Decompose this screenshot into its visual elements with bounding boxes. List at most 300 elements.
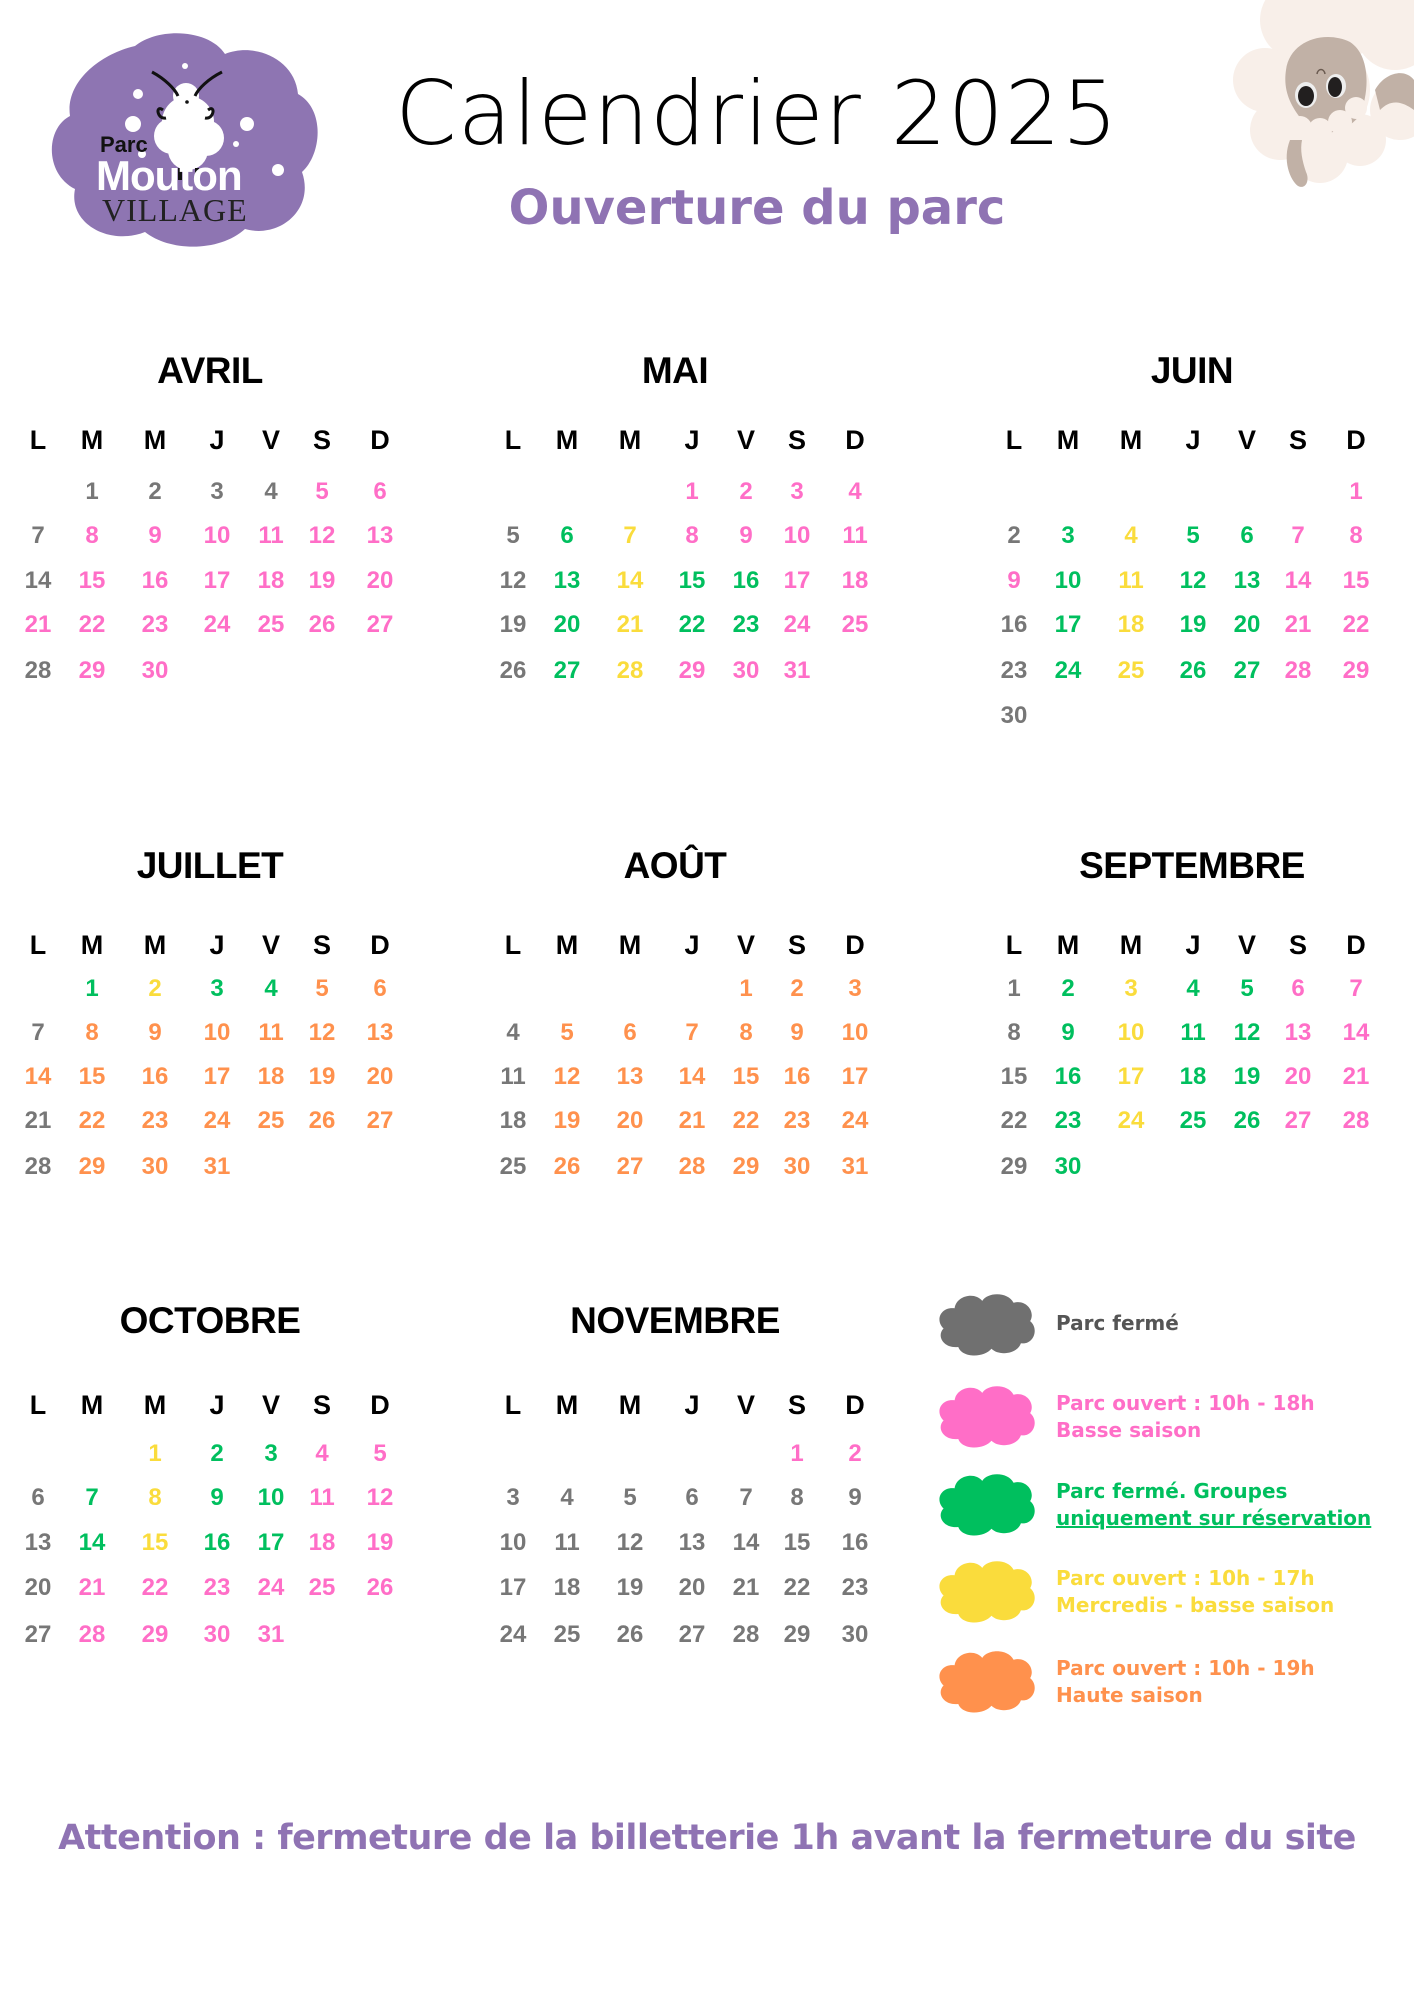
day-cell: 23 — [732, 611, 760, 638]
weekday-header: V — [261, 930, 280, 960]
day-cell: 9 — [1007, 567, 1021, 594]
day-cell: 20 — [553, 611, 581, 638]
cloud-icon — [930, 1555, 1040, 1625]
day-cell: 18 — [841, 567, 869, 594]
weekday-header: S — [787, 425, 806, 455]
day-cell: 13 — [678, 1529, 706, 1556]
month-title: JUILLET — [136, 845, 284, 886]
day-cell: 6 — [373, 478, 387, 505]
logo-text-village: VILLAGE — [102, 192, 248, 228]
day-cell: 24 — [257, 1574, 285, 1601]
day-cell: 6 — [623, 1019, 637, 1046]
day-cell: 15 — [732, 1063, 760, 1090]
day-cell: 5 — [506, 522, 520, 549]
legend-sublabel: Haute saison — [1056, 1683, 1203, 1707]
day-cell: 30 — [141, 1153, 169, 1180]
day-cell: 20 — [678, 1574, 706, 1601]
day-cell: 16 — [841, 1529, 869, 1556]
day-cell: 1 — [739, 975, 753, 1002]
weekday-header: S — [787, 930, 806, 960]
day-cell: 1 — [85, 975, 99, 1002]
weekday-header: J — [209, 1390, 225, 1420]
legend-label: Parc fermé — [1056, 1311, 1179, 1335]
weekday-header: M — [143, 930, 167, 960]
weekday-header: J — [1185, 425, 1201, 455]
day-cell: 16 — [141, 1063, 169, 1090]
weekday-header: M — [618, 930, 642, 960]
weekday-header: J — [209, 930, 225, 960]
day-cell: 30 — [1054, 1153, 1082, 1180]
day-cell: 12 — [616, 1529, 644, 1556]
day-cell: 28 — [1342, 1107, 1370, 1134]
day-cell: 22 — [1342, 611, 1370, 638]
legend-item-green — [930, 1468, 1410, 1548]
weekday-header: J — [209, 425, 225, 455]
day-cell: 31 — [783, 657, 811, 684]
day-cell: 26 — [366, 1574, 394, 1601]
day-cell: 9 — [790, 1019, 804, 1046]
day-cell: 30 — [1000, 702, 1028, 729]
day-cell: 29 — [678, 657, 706, 684]
day-cell: 21 — [616, 611, 644, 638]
day-cell: 27 — [366, 611, 394, 638]
legend-sublabel: Basse saison — [1056, 1418, 1202, 1442]
ticket-office-notice: Attention : fermeture de la billetterie 1h avant la fermeture du site — [58, 1818, 1356, 1858]
day-cell: 27 — [553, 657, 581, 684]
day-cell: 3 — [210, 975, 224, 1002]
day-cell: 20 — [24, 1574, 52, 1601]
day-cell: 21 — [78, 1574, 106, 1601]
weekday-header: M — [555, 425, 579, 455]
day-cell: 8 — [1007, 1019, 1021, 1046]
weekday-header: S — [312, 1390, 331, 1420]
day-cell: 25 — [308, 1574, 336, 1601]
day-cell: 10 — [203, 1019, 231, 1046]
day-cell: 23 — [841, 1574, 869, 1601]
day-cell: 2 — [148, 975, 162, 1002]
weekday-header: M — [555, 930, 579, 960]
day-cell: 14 — [678, 1063, 706, 1090]
month-title: JUIN — [1150, 350, 1234, 391]
day-cell: 10 — [257, 1484, 285, 1511]
day-cell: 26 — [308, 1107, 336, 1134]
day-cell: 11 — [554, 1529, 580, 1556]
day-cell: 31 — [257, 1621, 285, 1648]
day-cell: 5 — [315, 975, 329, 1002]
month-title: MAI — [641, 350, 709, 391]
day-cell: 12 — [366, 1484, 394, 1511]
day-cell: 16 — [783, 1063, 811, 1090]
day-cell: 30 — [203, 1621, 231, 1648]
weekday-header: V — [736, 1390, 755, 1420]
day-cell: 24 — [499, 1621, 527, 1648]
day-cell: 17 — [499, 1574, 527, 1601]
day-cell: 19 — [616, 1574, 644, 1601]
day-cell: 22 — [732, 1107, 760, 1134]
day-cell: 7 — [31, 522, 45, 549]
day-cell: 28 — [616, 657, 644, 684]
day-cell: 26 — [553, 1153, 581, 1180]
day-cell: 12 — [308, 1019, 336, 1046]
page-subtitle: Ouverture du parc — [508, 180, 1006, 236]
day-cell: 13 — [1284, 1019, 1312, 1046]
legend-label: Parc ouvert : 10h - 19h — [1056, 1656, 1315, 1680]
weekday-header: V — [261, 1390, 280, 1420]
day-cell: 11 — [258, 1019, 284, 1046]
day-cell: 18 — [1179, 1063, 1207, 1090]
day-cell: 15 — [1342, 567, 1370, 594]
day-cell: 20 — [1233, 611, 1261, 638]
day-cell: 29 — [78, 1153, 106, 1180]
day-cell: 23 — [1000, 657, 1028, 684]
day-cell: 8 — [739, 1019, 753, 1046]
legend-item-pink — [930, 1380, 1410, 1460]
day-cell: 4 — [560, 1484, 574, 1511]
day-cell: 2 — [739, 478, 753, 505]
day-cell: 11 — [1180, 1019, 1206, 1046]
day-cell: 9 — [848, 1484, 862, 1511]
day-cell: 4 — [1186, 975, 1200, 1002]
day-cell: 7 — [85, 1484, 99, 1511]
day-cell: 8 — [85, 1019, 99, 1046]
day-cell: 22 — [78, 1107, 106, 1134]
day-cell: 12 — [1179, 567, 1207, 594]
day-cell: 16 — [732, 567, 760, 594]
day-cell: 31 — [203, 1153, 231, 1180]
day-cell: 17 — [841, 1063, 869, 1090]
day-cell: 22 — [678, 611, 706, 638]
day-cell: 6 — [1291, 975, 1305, 1002]
day-cell: 5 — [1240, 975, 1254, 1002]
day-cell: 11 — [258, 522, 284, 549]
day-cell: 6 — [373, 975, 387, 1002]
day-cell: 25 — [257, 611, 285, 638]
day-cell: 1 — [85, 478, 99, 505]
page-title: Calendrier 2025 — [395, 62, 1119, 165]
day-cell: 27 — [366, 1107, 394, 1134]
day-cell: 28 — [678, 1153, 706, 1180]
day-cell: 29 — [783, 1621, 811, 1648]
day-cell: 3 — [790, 478, 804, 505]
day-cell: 15 — [678, 567, 706, 594]
day-cell: 27 — [616, 1153, 644, 1180]
weekday-header: L — [504, 425, 522, 455]
day-cell: 24 — [203, 611, 231, 638]
day-cell: 16 — [1000, 611, 1028, 638]
day-cell: 14 — [78, 1529, 106, 1556]
day-cell: 26 — [1233, 1107, 1261, 1134]
day-cell: 9 — [148, 1019, 162, 1046]
day-cell: 19 — [499, 611, 527, 638]
day-cell: 5 — [560, 1019, 574, 1046]
weekday-header: L — [1005, 425, 1023, 455]
month-title: OCTOBRE — [119, 1300, 301, 1341]
day-cell: 28 — [24, 657, 52, 684]
day-cell: 23 — [141, 611, 169, 638]
day-cell: 25 — [499, 1153, 527, 1180]
day-cell: 25 — [257, 1107, 285, 1134]
day-cell: 20 — [616, 1107, 644, 1134]
day-cell: 26 — [308, 611, 336, 638]
legend-item-orange — [930, 1645, 1410, 1725]
legend-item-grey — [930, 1288, 1410, 1368]
day-cell: 30 — [841, 1621, 869, 1648]
day-cell: 16 — [1054, 1063, 1082, 1090]
day-cell: 10 — [1117, 1019, 1145, 1046]
day-cell: 13 — [366, 1019, 394, 1046]
day-cell: 11 — [1118, 567, 1144, 594]
day-cell: 22 — [1000, 1107, 1028, 1134]
legend-label: Parc ouvert : 10h - 17h — [1056, 1566, 1315, 1590]
day-cell: 18 — [1117, 611, 1145, 638]
day-cell: 4 — [848, 478, 862, 505]
day-cell: 11 — [842, 522, 868, 549]
cloud-icon — [930, 1645, 1040, 1715]
day-cell: 13 — [553, 567, 581, 594]
day-cell: 18 — [553, 1574, 581, 1601]
weekday-header: V — [1237, 930, 1256, 960]
day-cell: 2 — [790, 975, 804, 1002]
day-cell: 27 — [1284, 1107, 1312, 1134]
day-cell: 4 — [315, 1440, 329, 1467]
weekday-header: L — [29, 425, 47, 455]
day-cell: 18 — [499, 1107, 527, 1134]
day-cell: 26 — [499, 657, 527, 684]
day-cell: 23 — [141, 1107, 169, 1134]
day-cell: 30 — [141, 657, 169, 684]
day-cell: 17 — [257, 1529, 285, 1556]
weekday-header: V — [1237, 425, 1256, 455]
day-cell: 29 — [78, 657, 106, 684]
weekday-header: D — [845, 1390, 865, 1420]
legend-item-yellow — [930, 1555, 1410, 1635]
day-cell: 30 — [783, 1153, 811, 1180]
day-cell: 6 — [560, 522, 574, 549]
day-cell: 19 — [1179, 611, 1207, 638]
day-cell: 11 — [309, 1484, 335, 1511]
weekday-header: M — [143, 1390, 167, 1420]
day-cell: 3 — [1124, 975, 1138, 1002]
weekday-header: V — [736, 930, 755, 960]
day-cell: 5 — [315, 478, 329, 505]
weekday-header: M — [80, 930, 104, 960]
weekday-header: M — [143, 425, 167, 455]
day-cell: 6 — [685, 1484, 699, 1511]
month-title: AVRIL — [157, 350, 263, 391]
day-cell: 19 — [553, 1107, 581, 1134]
day-cell: 14 — [616, 567, 644, 594]
day-cell: 7 — [31, 1019, 45, 1046]
weekday-header: D — [845, 425, 865, 455]
weekday-header: M — [1119, 425, 1143, 455]
logo-text-mouton: Mouton — [96, 152, 242, 199]
day-cell: 3 — [264, 1440, 278, 1467]
weekday-header: D — [370, 425, 390, 455]
day-cell: 18 — [257, 567, 285, 594]
weekday-header: M — [1056, 425, 1080, 455]
weekday-header: J — [684, 1390, 700, 1420]
day-cell: 8 — [685, 522, 699, 549]
day-cell: 1 — [790, 1440, 804, 1467]
day-cell: 4 — [264, 478, 278, 505]
day-cell: 25 — [1179, 1107, 1207, 1134]
weekday-header: L — [29, 1390, 47, 1420]
day-cell: 22 — [78, 611, 106, 638]
day-cell: 1 — [148, 1440, 162, 1467]
day-cell: 7 — [685, 1019, 699, 1046]
day-cell: 15 — [783, 1529, 811, 1556]
month-title: AOÛT — [623, 845, 727, 886]
day-cell: 23 — [1054, 1107, 1082, 1134]
weekday-header: J — [1185, 930, 1201, 960]
weekday-header: L — [504, 1390, 522, 1420]
day-cell: 24 — [1054, 657, 1082, 684]
day-cell: 10 — [1054, 567, 1082, 594]
day-cell: 8 — [790, 1484, 804, 1511]
day-cell: 21 — [678, 1107, 706, 1134]
legend-label: Parc ouvert : 10h - 18h — [1056, 1391, 1315, 1415]
weekday-header: D — [370, 930, 390, 960]
weekday-header: M — [80, 1390, 104, 1420]
weekday-header: S — [312, 425, 331, 455]
day-cell: 9 — [1061, 1019, 1075, 1046]
day-cell: 14 — [1342, 1019, 1370, 1046]
day-cell: 18 — [257, 1063, 285, 1090]
day-cell: 19 — [308, 1063, 336, 1090]
day-cell: 1 — [685, 478, 699, 505]
weekday-header: V — [261, 425, 280, 455]
day-cell: 7 — [1291, 522, 1305, 549]
weekday-header: L — [1005, 930, 1023, 960]
day-cell: 6 — [1240, 522, 1254, 549]
day-cell: 25 — [841, 611, 869, 638]
day-cell: 1 — [1349, 478, 1363, 505]
day-cell: 17 — [1054, 611, 1082, 638]
day-cell: 15 — [1000, 1063, 1028, 1090]
day-cell: 23 — [203, 1574, 231, 1601]
day-cell: 19 — [1233, 1063, 1261, 1090]
day-cell: 3 — [848, 975, 862, 1002]
day-cell: 24 — [1117, 1107, 1145, 1134]
weekday-header: S — [312, 930, 331, 960]
day-cell: 10 — [499, 1529, 527, 1556]
day-cell: 3 — [210, 478, 224, 505]
day-cell: 7 — [623, 522, 637, 549]
day-cell: 15 — [141, 1529, 169, 1556]
day-cell: 19 — [308, 567, 336, 594]
sheep-mascot — [1220, 0, 1414, 200]
day-cell: 13 — [1233, 567, 1261, 594]
legend-sublabel: uniquement sur réservation — [1056, 1506, 1372, 1530]
day-cell: 17 — [203, 567, 231, 594]
day-cell: 21 — [24, 1107, 52, 1134]
day-cell: 8 — [85, 522, 99, 549]
day-cell: 13 — [616, 1063, 644, 1090]
day-cell: 25 — [1117, 657, 1145, 684]
day-cell: 23 — [783, 1107, 811, 1134]
weekday-header: D — [1346, 930, 1366, 960]
day-cell: 3 — [1061, 522, 1075, 549]
weekday-header: L — [504, 930, 522, 960]
day-cell: 28 — [1284, 657, 1312, 684]
day-cell: 13 — [24, 1529, 52, 1556]
weekday-header: M — [80, 425, 104, 455]
day-cell: 15 — [78, 567, 106, 594]
day-cell: 1 — [1007, 975, 1021, 1002]
day-cell: 9 — [148, 522, 162, 549]
day-cell: 10 — [203, 522, 231, 549]
day-cell: 21 — [24, 611, 52, 638]
day-cell: 17 — [783, 567, 811, 594]
weekday-header: M — [1056, 930, 1080, 960]
day-cell: 20 — [366, 1063, 394, 1090]
weekday-header: D — [845, 930, 865, 960]
day-cell: 12 — [499, 567, 527, 594]
month-title: SEPTEMBRE — [1079, 845, 1305, 886]
day-cell: 5 — [623, 1484, 637, 1511]
day-cell: 2 — [210, 1440, 224, 1467]
day-cell: 14 — [24, 1063, 52, 1090]
day-cell: 2 — [1007, 522, 1021, 549]
weekday-header: D — [370, 1390, 390, 1420]
day-cell: 27 — [678, 1621, 706, 1648]
day-cell: 26 — [616, 1621, 644, 1648]
day-cell: 14 — [24, 567, 52, 594]
day-cell: 4 — [1124, 522, 1138, 549]
day-cell: 7 — [739, 1484, 753, 1511]
cloud-icon — [930, 1468, 1040, 1538]
day-cell: 12 — [1233, 1019, 1261, 1046]
weekday-header: L — [29, 930, 47, 960]
day-cell: 24 — [783, 611, 811, 638]
day-cell: 7 — [1349, 975, 1363, 1002]
day-cell: 17 — [1117, 1063, 1145, 1090]
day-cell: 28 — [24, 1153, 52, 1180]
weekday-header: J — [684, 425, 700, 455]
weekday-header: D — [1346, 425, 1366, 455]
day-cell: 27 — [24, 1621, 52, 1648]
day-cell: 2 — [1061, 975, 1075, 1002]
day-cell: 16 — [203, 1529, 231, 1556]
legend-sublabel: Mercredis - basse saison — [1056, 1593, 1335, 1617]
day-cell: 29 — [732, 1153, 760, 1180]
day-cell: 15 — [78, 1063, 106, 1090]
day-cell: 19 — [366, 1529, 394, 1556]
day-cell: 11 — [500, 1063, 526, 1090]
day-cell: 28 — [78, 1621, 106, 1648]
day-cell: 20 — [1284, 1063, 1312, 1090]
day-cell: 5 — [373, 1440, 387, 1467]
sheep-mascot-icon — [1220, 0, 1414, 200]
day-cell: 24 — [203, 1107, 231, 1134]
cloud-icon — [930, 1288, 1040, 1358]
day-cell: 24 — [841, 1107, 869, 1134]
day-cell: 22 — [783, 1574, 811, 1601]
month-title: NOVEMBRE — [570, 1300, 780, 1341]
weekday-header: V — [736, 425, 755, 455]
day-cell: 21 — [732, 1574, 760, 1601]
day-cell: 29 — [1000, 1153, 1028, 1180]
day-cell: 10 — [841, 1019, 869, 1046]
day-cell: 20 — [366, 567, 394, 594]
weekday-header: M — [555, 1390, 579, 1420]
weekday-header: S — [787, 1390, 806, 1420]
day-cell: 4 — [264, 975, 278, 1002]
weekday-header: J — [684, 930, 700, 960]
cloud-icon — [930, 1380, 1040, 1450]
day-cell: 8 — [148, 1484, 162, 1511]
logo-text-parc: Parc — [100, 132, 148, 157]
